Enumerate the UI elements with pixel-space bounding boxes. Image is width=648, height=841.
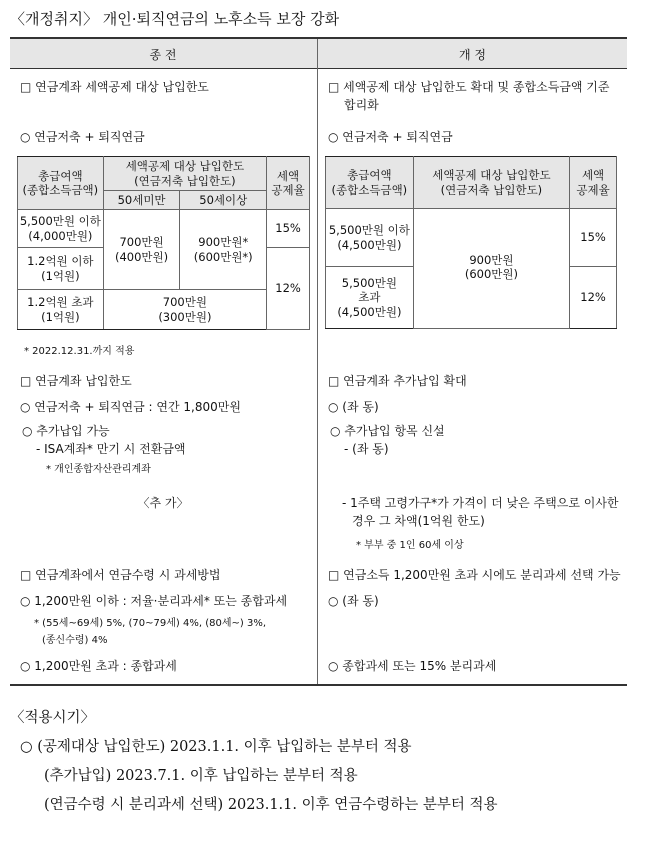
right-th-income (326, 157, 414, 209)
left-th-income-1: 총급여액 (38, 168, 83, 183)
right-rate-12: 12% (570, 267, 617, 329)
left-r2-income-2: (1억원) (41, 268, 80, 283)
left-th-limit (103, 157, 266, 191)
right-th-limit-1: 세액공제 대상 납입한도 (432, 168, 551, 183)
right-r1-income-2: (4,500만원) (337, 237, 402, 252)
page-title: 〈개정취지〉 개인·퇴직연금의 노후소득 보장 강화 (10, 10, 340, 28)
left-s3-heading: □ 연금계좌에서 연금수령 시 과세방법 (20, 568, 221, 582)
left-r3-income (18, 290, 104, 330)
left-limit-r3-2: (300만원) (158, 309, 212, 324)
right-r1-income-1: 5,500만원 이하 (328, 223, 410, 238)
right-s3-item1: ○ (좌 동) (328, 594, 379, 608)
left-limit-over50-1: 900만원* (198, 235, 249, 250)
left-th-over50: 50세이상 (180, 191, 267, 210)
left-r1-income-2: (4,000만원) (28, 228, 93, 243)
left-th-limit-2: (연금저축 납입한도) (134, 173, 236, 188)
right-s1-heading-1: □ 세액공제 대상 납입한도 확대 및 종합소득금액 기준 (328, 80, 610, 94)
right-r2-income-1: 5,500만원 (341, 275, 397, 290)
left-limit-under50-2: (400만원) (114, 249, 169, 264)
right-th-income-2: (종합소득금액) (331, 182, 408, 197)
left-th-income (18, 157, 104, 210)
left-footnote: * 2022.12.31.까지 적용 (24, 346, 135, 357)
right-rate-15: 15% (570, 209, 617, 267)
left-limit-over50-2: (600만원*) (193, 249, 253, 264)
left-rate-15: 15% (267, 210, 310, 248)
right-r2-income-2: 초과 (358, 290, 381, 305)
left-th-under50: 50세미만 (103, 191, 180, 210)
column-divider (317, 39, 318, 684)
left-r2-income (18, 248, 104, 290)
left-s1-heading: □ 연금계좌 세액공제 대상 납입한도 (20, 80, 209, 94)
left-r2-income-1: 1.2억원 이하 (27, 254, 94, 269)
right-s2-sub-same: - (좌 동) (344, 442, 389, 456)
left-limit-under50-1: 700만원 (119, 235, 164, 250)
right-r2-income (326, 267, 414, 329)
right-th-rate-2: 공제율 (576, 182, 610, 197)
column-header-before: 종 전 (149, 48, 177, 62)
left-th-limit-1: 세액공제 대상 납입한도 (125, 159, 245, 174)
effective-heading: 〈적용시기〉 (10, 710, 96, 726)
left-s3-item2: ○ 1,200만원 초과 : 종합과세 (20, 659, 177, 673)
left-s3-note2: (종신수령) 4% (42, 635, 108, 646)
right-s1-heading-2: 합리화 (344, 98, 379, 112)
left-s2-sub-note: * 개인종합자산관리계좌 (46, 464, 151, 475)
left-s2-sub-dash: - ISA계좌* 만기 시 전환금액 (36, 442, 186, 456)
left-s3-item1: ○ 1,200만원 이하 : 저율·분리과세* 또는 종합과세 (20, 594, 288, 608)
effective-line1: ○ (공제대상 납입한도) 2023.1.1. 이후 납입하는 분부터 적용 (20, 739, 412, 755)
right-th-rate (570, 157, 617, 209)
left-rate-12: 12% (267, 248, 310, 330)
left-th-rate (267, 157, 310, 210)
left-r1-income (18, 210, 104, 248)
right-r1-income (326, 209, 414, 267)
left-limit-r3 (103, 290, 266, 330)
left-s3-note1: * (55세~69세) 5%, (70~79세) 4%, (80세~) 3%, (34, 618, 267, 629)
right-s2-heading: □ 연금계좌 추가납입 확대 (328, 374, 467, 388)
right-th-rate-1: 세액 (581, 168, 605, 183)
right-limit-table (325, 156, 617, 329)
right-r2-income-3: (4,500만원) (337, 304, 402, 319)
right-s3-item2: ○ 종합과세 또는 15% 분리과세 (328, 659, 497, 673)
left-limit-under50 (103, 210, 180, 290)
effective-line2: (추가납입) 2023.7.1. 이후 납입하는 분부터 적용 (44, 768, 358, 784)
right-th-income-1: 총급여액 (347, 168, 392, 183)
left-th-rate-2: 공제율 (271, 183, 305, 197)
left-s2-sub: ○ 추가납입 가능 (22, 424, 110, 438)
right-limit-1: 900만원 (469, 253, 514, 267)
left-r3-income-1: 1.2억원 초과 (27, 295, 94, 310)
right-s2-add-note: * 부부 중 1인 60세 이상 (356, 540, 464, 551)
frame-bottom-rule (10, 684, 627, 686)
right-limit (413, 209, 569, 329)
left-th-income-2: (종합소득금액) (22, 183, 99, 197)
header-bottom-rule (10, 68, 627, 69)
right-s3-heading: □ 연금소득 1,200만원 초과 시에도 분리과세 선택 가능 (328, 568, 621, 582)
right-s2-sub: ○ 추가납입 항목 신설 (330, 424, 445, 438)
right-th-limit-2: (연금저축 납입한도) (440, 182, 543, 197)
effective-line3: (연금수령 시 분리과세 선택) 2023.1.1. 이후 연금수령하는 분부터 적용 (44, 797, 498, 813)
left-s2-heading: □ 연금계좌 납입한도 (20, 374, 132, 388)
column-header-after: 개 정 (459, 48, 486, 62)
left-th-rate-1: 세액 (276, 168, 300, 183)
right-s2-item: ○ (좌 동) (328, 400, 379, 414)
left-r3-income-2: (1억원) (41, 309, 80, 324)
left-s2-item: ○ 연금저축 + 퇴직연금 : 연간 1,800만원 (20, 400, 241, 414)
right-s1-item: ○ 연금저축 + 퇴직연금 (328, 130, 453, 144)
left-limit-table (17, 156, 310, 330)
right-s2-add-2: 경우 그 차액(1억원 한도) (352, 514, 485, 528)
left-limit-over50 (180, 210, 267, 290)
left-limit-r3-1: 700만원 (162, 295, 207, 310)
left-s2-add: 〈추 가〉 (137, 496, 189, 510)
left-s1-item: ○ 연금저축 + 퇴직연금 (20, 130, 145, 144)
right-th-limit (413, 157, 569, 209)
left-r1-income-1: 5,500만원 이하 (19, 214, 101, 229)
right-limit-2: (600만원) (464, 267, 518, 282)
right-s2-add-1: - 1주택 고령가구*가 가격이 더 낮은 주택으로 이사한 (342, 496, 619, 510)
